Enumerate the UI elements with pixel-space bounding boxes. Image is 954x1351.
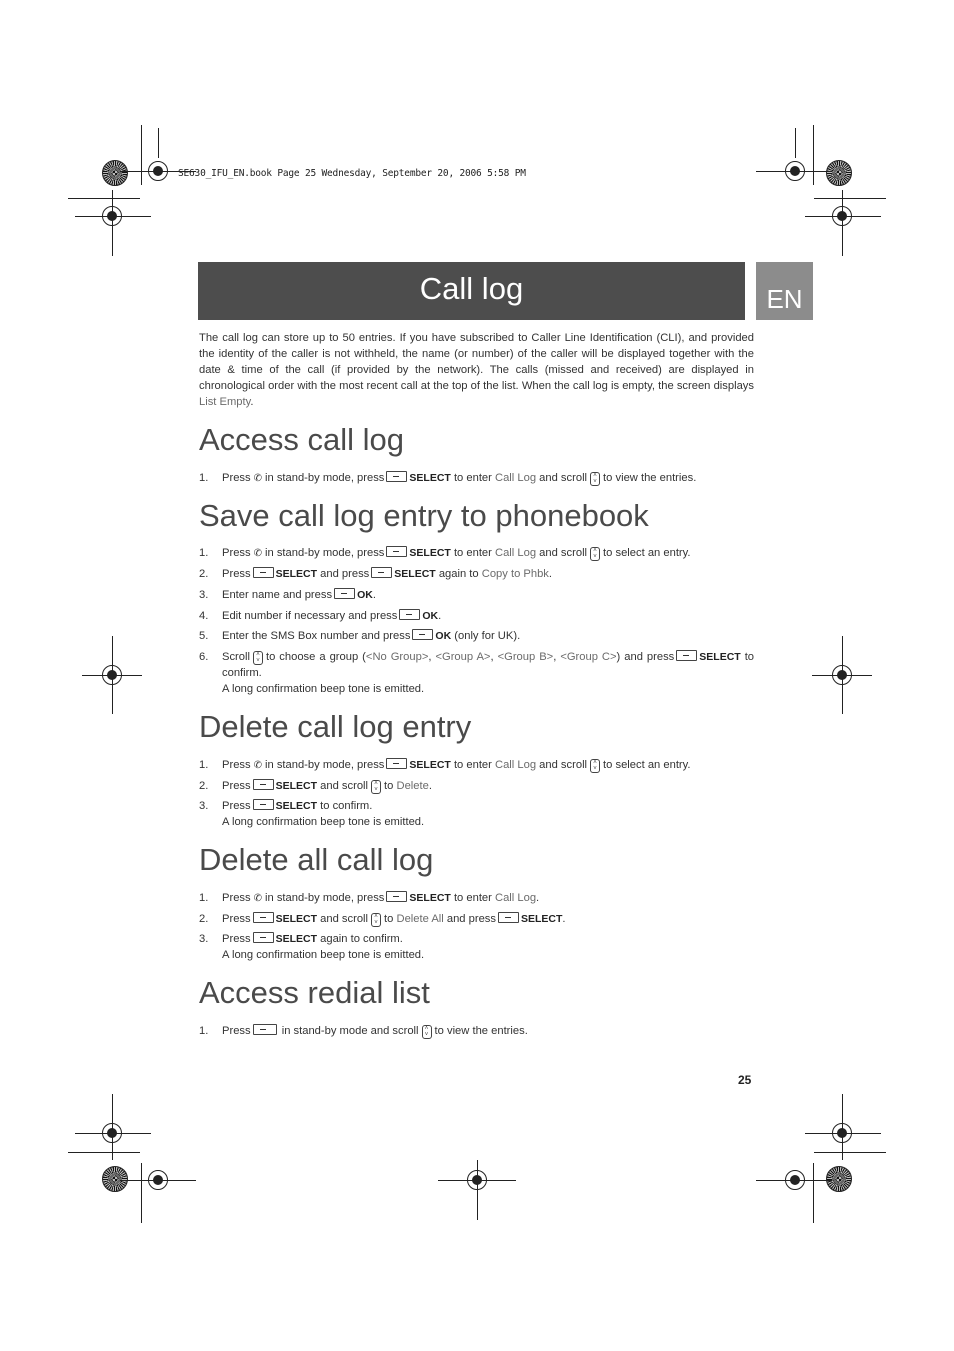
softkey-icon — [676, 650, 697, 661]
language-label: EN — [766, 284, 803, 314]
list-item: 5. Enter the SMS Box number and press OK (only for UK). — [199, 630, 521, 642]
softkey-icon — [498, 912, 519, 923]
softkey-icon — [334, 588, 355, 599]
registration-disc-icon — [826, 160, 852, 186]
list-item: 4. Edit number if necessary and press OK. — [199, 610, 442, 622]
softkey-icon — [386, 758, 407, 769]
page-number: 25 — [738, 1073, 752, 1087]
scroll-key-icon: ˄ ˅ — [422, 1025, 432, 1039]
softkey-icon — [253, 567, 274, 578]
list-item: 1. Press ✆ in stand-by mode, press SELECT to enter Call Log. — [199, 890, 754, 907]
redial-key-icon — [253, 1024, 277, 1035]
handset-icon: ✆ — [253, 548, 262, 559]
list-item: 2. Press SELECT and press SELECT again to Copy to Phbk. — [199, 568, 553, 580]
list-item: 1. Press ✆ in stand-by mode, press SELECT to enter Call Log and scroll ˄ ˅ to view the entries. — [199, 472, 697, 485]
softkey-icon — [253, 932, 274, 943]
scroll-key-icon: ˄ ˅ — [590, 547, 600, 561]
list-item: 3. Press SELECT again to confirm. A long confirmation beep tone is emitted. — [199, 933, 425, 961]
list-empty-label: List Empty — [199, 396, 251, 408]
title-bar — [198, 262, 745, 320]
softkey-icon — [253, 912, 274, 923]
handset-icon: ✆ — [253, 473, 262, 484]
list-item: 6. Scroll ˄ ˅ to choose a group (<No Group>, <Group A>, <Group B>, <Group C>) and press SELECT to confirm. A long confirmation beep tone is emitted. — [199, 651, 755, 695]
softkey-icon — [253, 799, 274, 810]
handset-icon: ✆ — [253, 760, 262, 771]
registration-disc-icon — [102, 1166, 128, 1192]
list-item: 3. Enter name and press OK. — [199, 589, 376, 601]
heading-delete-all-call-log: Delete all call log — [199, 842, 434, 877]
list-item: 1. Press ✆ in stand-by mode, press SELECT to enter Call Log and scroll ˄ ˅ to select an entry. — [199, 547, 691, 560]
scroll-key-icon: ˄ ˅ — [371, 780, 381, 794]
list-item: 2. Press SELECT and scroll ˄ ˅ to Delete All and press SELECT. — [199, 913, 566, 926]
registration-disc-icon — [102, 160, 128, 186]
language-tab — [756, 262, 813, 320]
intro-paragraph: The call log can store up to 50 entries. If you have subscribed to Caller Line Identification (CLI), and provided the identity of the caller is not withheld, the name (or number) of the caller will be displayed together with the date & time of the call (if provided by the network). The calls (missed and received) are displayed in chronological order with the most recent call at the top of the list. When the call log is empty, the screen displays List Empty. — [199, 332, 754, 408]
softkey-icon — [386, 546, 407, 557]
softkey-icon — [253, 779, 274, 790]
scroll-key-icon: ˄ ˅ — [371, 913, 381, 927]
list-item: 3. Press SELECT to confirm. A long confirmation beep tone is emitted. — [199, 800, 425, 828]
heading-save-call-log: Save call log entry to phonebook — [199, 498, 649, 533]
registration-disc-icon — [826, 1166, 852, 1192]
softkey-icon — [371, 567, 392, 578]
list-item: 1. Press ✆ in stand-by mode, press SELECT to enter Call Log and scroll ˄ ˅ to select an entry. — [199, 759, 691, 772]
book-header: SE630_IFU_EN.book Page 25 Wednesday, September 20, 2006 5:58 PM — [178, 168, 526, 179]
scroll-key-icon: ˄ ˅ — [590, 472, 600, 486]
heading-delete-call-log-entry: Delete call log entry — [199, 709, 472, 744]
list-item: 1. Press in stand-by mode and scroll ˄ ˅ to view the entries. — [199, 1025, 528, 1038]
softkey-icon — [412, 629, 433, 640]
softkey-icon — [399, 609, 420, 620]
handset-icon: ✆ — [253, 893, 262, 904]
page-title: Call log — [419, 271, 524, 306]
heading-access-call-log: Access call log — [199, 422, 405, 457]
scroll-key-icon: ˄ ˅ — [590, 759, 600, 773]
softkey-icon — [386, 891, 407, 902]
softkey-icon — [386, 471, 407, 482]
scroll-key-icon: ˄ ˅ — [253, 651, 263, 665]
list-item: 2. Press SELECT and scroll ˄ ˅ to Delete. — [199, 780, 432, 793]
heading-access-redial-list: Access redial list — [199, 975, 430, 1010]
